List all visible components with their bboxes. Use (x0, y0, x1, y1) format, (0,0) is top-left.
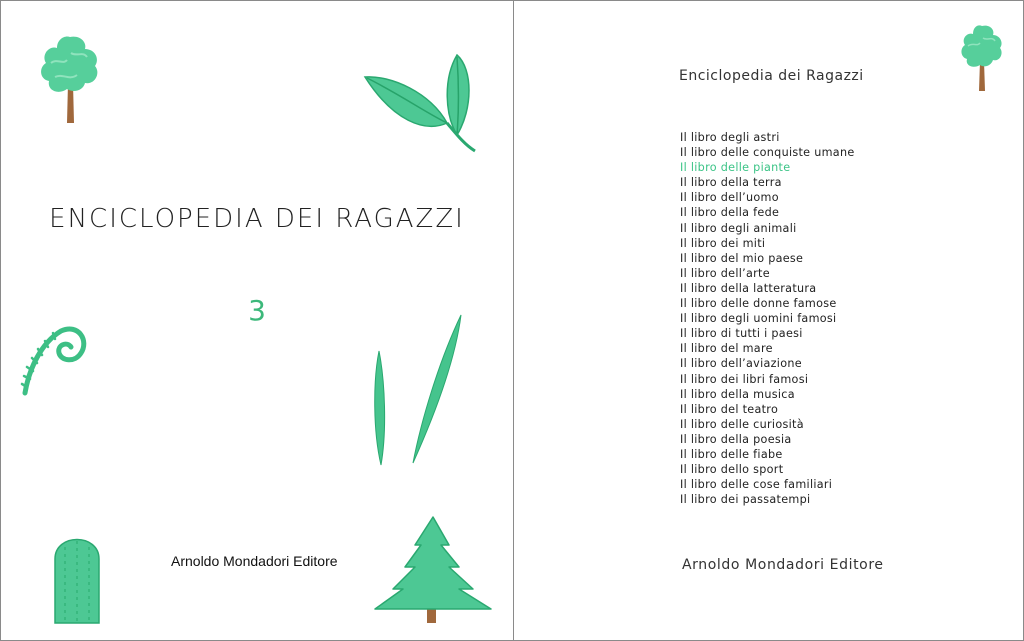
book-list-item: Il libro della poesia (680, 432, 792, 446)
fern-fiddlehead-icon (19, 319, 91, 397)
book-list-item: Il libro dei libri famosi (680, 372, 809, 386)
book-list-item: Il libro degli animali (680, 221, 797, 235)
book-list-item-current: Il libro delle piante (680, 161, 791, 175)
book-list-item: Il libro del mare (680, 342, 773, 356)
tree-icon (37, 33, 103, 125)
book-list-item: Il libro delle curiosità (680, 417, 804, 431)
book-list-item: Il libro della musica (680, 387, 795, 401)
book-list-item: Il libro delle fiabe (680, 447, 783, 461)
book-list-item: Il libro delle donne famose (680, 297, 837, 311)
book-list-item: Il libro del mio paese (680, 251, 804, 265)
book-list-item: Il libro dei passatempi (680, 493, 811, 507)
book-list-item: Il libro dell’aviazione (680, 357, 802, 371)
cover-title: ENCICLOPEDIA DEI RAGAZZI (49, 204, 465, 234)
book-list-item: Il libro dello sport (680, 463, 784, 477)
series-page (514, 1, 1023, 640)
book-list-item: Il libro di tutti i paesi (680, 327, 803, 341)
volume-number: 3 (248, 294, 266, 327)
book-list-item: Il libro della fede (680, 206, 780, 220)
book-list-item: Il libro della latteratura (680, 281, 817, 295)
fir-tree-icon (371, 515, 495, 627)
book-list-item: Il libro del teatro (680, 402, 779, 416)
grass-blades-icon (369, 311, 469, 469)
book-list-item: Il libro degli astri (680, 131, 780, 144)
cactus-icon (51, 535, 103, 627)
book-list-item: Il libro dei miti (680, 236, 766, 250)
cover-page (1, 1, 513, 640)
tree-icon (958, 23, 1006, 93)
book-list (680, 130, 855, 507)
series-title: Enciclopedia dei Ragazzi (679, 68, 864, 84)
back-publisher: Arnoldo Mondadori Editore (682, 557, 884, 573)
book-list-item: Il libro della terra (680, 176, 782, 190)
book-list-item: Il libro dell’uomo (680, 191, 779, 205)
book-list-item: Il libro dell’arte (680, 266, 770, 280)
book-list-item: Il libro delle conquiste umane (680, 146, 855, 160)
book-list-item: Il libro delle cose familiari (680, 478, 833, 492)
book-list-item: Il libro degli uomini famosi (680, 312, 837, 326)
leaf-sprig-icon (361, 49, 479, 157)
cover-publisher: Arnoldo Mondadori Editore (171, 553, 338, 569)
